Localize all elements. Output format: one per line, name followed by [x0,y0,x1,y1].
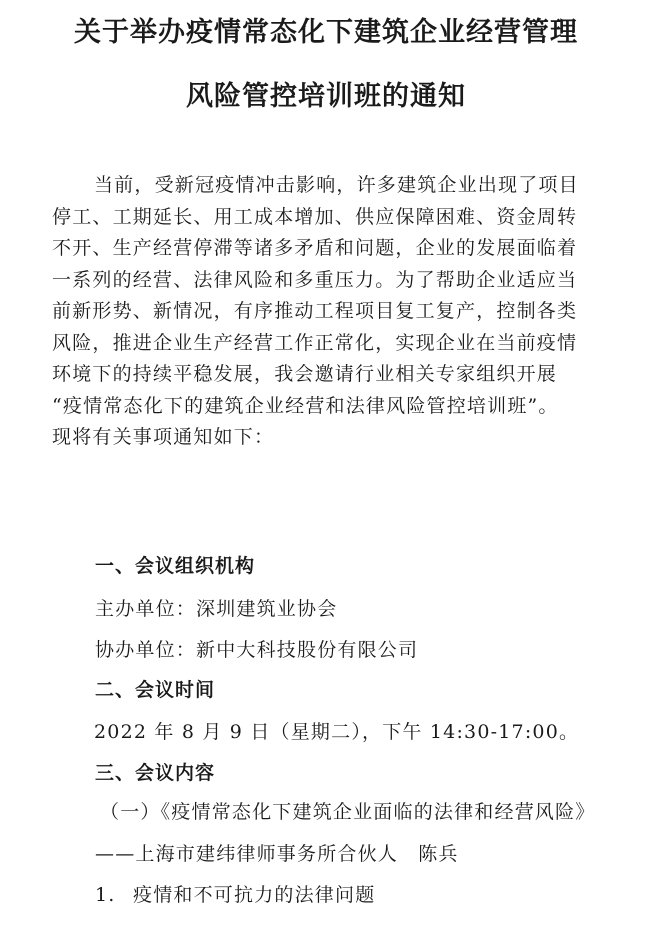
document-title-line-2: 风险管控培训班的通知 [186,81,466,112]
document-title-line-1: 关于举办疫情常态化下建筑企业经营管理 [74,17,578,48]
intro-line: 一系列的经营、法律风险和多重压力。为了帮助企业适应当 [52,268,578,291]
intro-paragraph [52,170,612,454]
intro-line: 环境下的持续平稳发展，我会邀请行业相关专家组织开展 [52,363,558,385]
intro-line: 前新形势、新情况，有序推动工程项目复工复产，控制各类 [52,300,578,322]
subsection-1-title: （一）《疫情常态化下建筑企业面临的法律和经营风险》 [100,801,596,823]
intro-line: 风险，推进企业生产经营工作正常化，实现企业在当前疫情 [52,331,578,354]
host-organization: 主办单位：深圳建筑业协会 [95,598,338,620]
subsection-1-speaker: ——上海市建纬律师事务所合伙人 陈兵 [95,843,459,865]
intro-line: 现将有关事项通知如下： [52,426,275,448]
intro-line: 当前，受新冠疫情冲击影响，许多建筑企业出现了项目 [94,174,579,196]
section-1-heading: 一、会议组织机构 [95,555,256,577]
section-2-heading: 二、会议时间 [95,679,216,701]
intro-line: “疫情常态化下的建筑企业经营和法律风险管控培训班”。 [52,394,559,417]
intro-line: 不开、生产经营停滞等诸多矛盾和问题，企业的发展面临着 [52,237,578,259]
co-host-organization: 协办单位：新中大科技股份有限公司 [95,639,419,661]
meeting-time: 2022 年 8 月 9 日（星期二），下午 14:30-17:00。 [94,721,580,743]
intro-line: 停工、工期延长、用工成本增加、供应保障困难、资金周转 [52,205,578,228]
agenda-item-1 [95,880,375,907]
section-3-heading: 三、会议内容 [95,762,216,784]
agenda-item-1-text: 疫情和不可抗力的法律问题 [133,884,376,906]
agenda-item-1-number: 1. [95,884,116,906]
